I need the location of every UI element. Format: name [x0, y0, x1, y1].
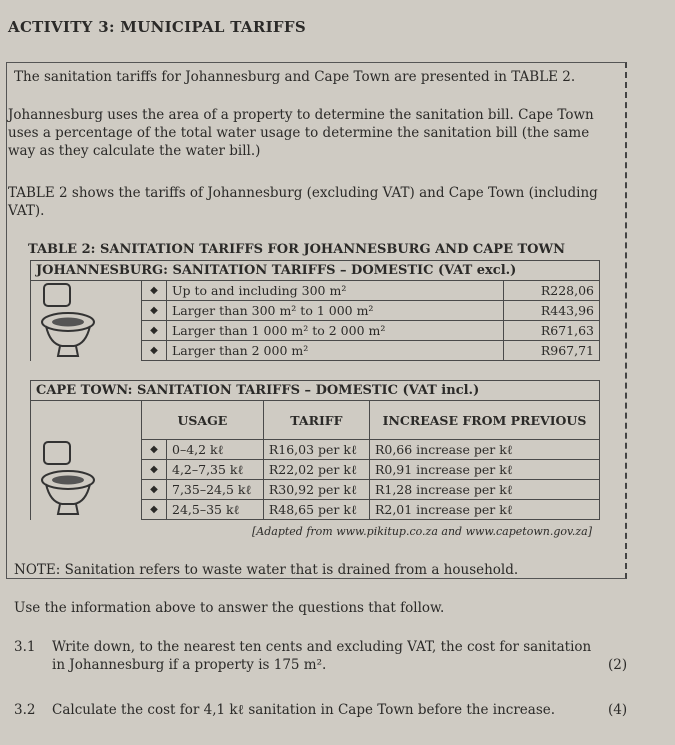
bullet-icon: ◆: [142, 440, 167, 460]
increase-value: R2,01 increase per kℓ: [369, 500, 599, 520]
bullet-icon: ◆: [142, 281, 167, 301]
table-title: TABLE 2: SANITATION TARIFFS FOR JOHANNESBURG AND CAPE TOWN: [28, 242, 565, 257]
activity-heading: ACTIVITY 3: MUNICIPAL TARIFFS: [8, 18, 306, 36]
usage-range: 0–4,2 kℓ: [167, 440, 264, 460]
sanitation-note: NOTE: Sanitation refers to waste water that is drained from a household.: [14, 562, 519, 578]
increase-header: INCREASE FROM PREVIOUS: [369, 401, 599, 440]
bullet-icon: ◆: [142, 480, 167, 500]
question-number: 3.1: [14, 639, 36, 655]
increase-value: R0,91 increase per kℓ: [369, 460, 599, 480]
capetown-tariff-table: [30, 380, 600, 520]
method-paragraph: Johannesburg uses the area of a property to determine the sanitation bill. Cape Town uses a percentage of the total water usage to determine the sanitation bill (the same way as they calculate the water bill.): [8, 107, 594, 159]
bullet-icon: ◆: [142, 500, 167, 520]
table-row: [31, 281, 600, 301]
usage-header: USAGE: [142, 401, 264, 440]
area-range: Up to and including 300 m²: [167, 281, 504, 301]
area-range: Larger than 1 000 m² to 2 000 m²: [167, 321, 504, 341]
table-description-paragraph: TABLE 2 shows the tariffs of Johannesburg (excluding VAT) and Cape Town (including VAT).: [8, 185, 598, 219]
toilet-icon: [40, 440, 100, 516]
johannesburg-caption: JOHANNESBURG: SANITATION TARIFFS – DOMESTIC (VAT excl.): [31, 261, 600, 281]
capetown-caption: CAPE TOWN: SANITATION TARIFFS – DOMESTIC (VAT incl.): [31, 381, 600, 401]
price-value: R443,96: [503, 301, 599, 321]
source-citation: [Adapted from www.pikitup.co.za and www.capetown.gov.za]: [252, 525, 593, 538]
question-marks: (4): [608, 702, 628, 718]
usage-range: 7,35–24,5 kℓ: [167, 480, 264, 500]
price-value: R671,63: [503, 321, 599, 341]
area-range: Larger than 300 m² to 1 000 m²: [167, 301, 504, 321]
increase-value: R1,28 increase per kℓ: [369, 480, 599, 500]
bullet-icon: ◆: [142, 301, 167, 321]
bullet-icon: ◆: [142, 341, 167, 361]
area-range: Larger than 2 000 m²: [167, 341, 504, 361]
usage-range: 4,2–7,35 kℓ: [167, 460, 264, 480]
bullet-icon: ◆: [142, 321, 167, 341]
question-text: Calculate the cost for 4,1 kℓ sanitation in Cape Town before the increase.: [52, 702, 556, 718]
question-text: Write down, to the nearest ten cents and excluding VAT, the cost for sanitation in Johannesburg if a property is 175 m².: [52, 639, 592, 673]
question-number: 3.2: [14, 702, 36, 718]
intro-paragraph: The sanitation tariffs for Johannesburg and Cape Town are presented in TABLE 2.: [14, 69, 576, 85]
header-row: [31, 401, 600, 440]
price-value: R228,06: [503, 281, 599, 301]
instruction-text: Use the information above to answer the questions that follow.: [14, 600, 445, 616]
tariff-value: R48,65 per kℓ: [263, 500, 369, 520]
question-marks: (2): [608, 657, 628, 673]
tariff-value: R16,03 per kℓ: [263, 440, 369, 460]
toilet-icon: [40, 282, 100, 358]
tariff-value: R30,92 per kℓ: [263, 480, 369, 500]
tariff-value: R22,02 per kℓ: [263, 460, 369, 480]
price-value: R967,71: [503, 341, 599, 361]
increase-value: R0,66 increase per kℓ: [369, 440, 599, 460]
tariff-header: TARIFF: [263, 401, 369, 440]
usage-range: 24,5–35 kℓ: [167, 500, 264, 520]
johannesburg-tariff-table: [30, 260, 600, 361]
bullet-icon: ◆: [142, 460, 167, 480]
